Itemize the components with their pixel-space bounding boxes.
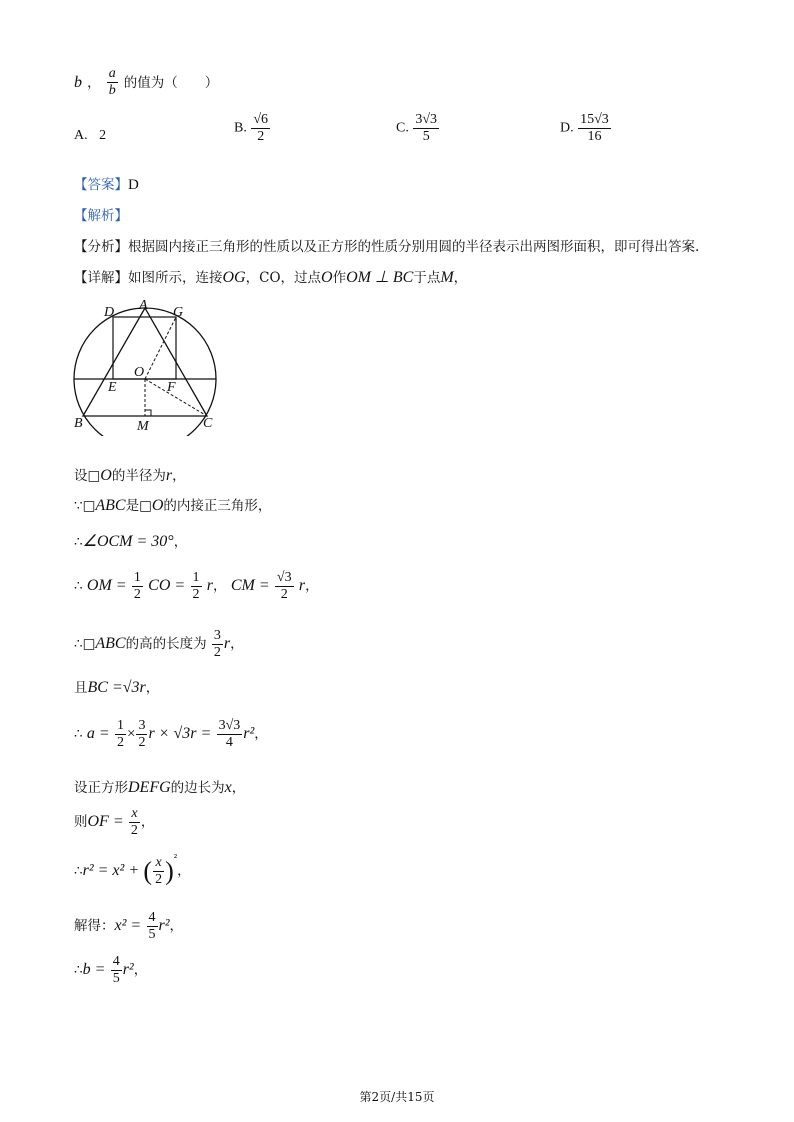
label-a: A xyxy=(139,298,148,313)
ratio-num: a xyxy=(108,66,116,81)
s5-frac-num: 3 xyxy=(213,628,221,643)
s7-d: × xyxy=(126,726,136,742)
s10-a: ∴ xyxy=(74,863,83,879)
s2-e: 的内接正三角形， xyxy=(163,498,272,514)
s11-frac-den: 5 xyxy=(148,927,156,942)
step-6 xyxy=(74,676,159,697)
right-angle-mark xyxy=(145,410,151,416)
question-line xyxy=(74,66,218,99)
s4-frac1-num: 1 xyxy=(133,570,141,585)
answer-tag: 【答案】 xyxy=(74,177,128,193)
s12-a: ∴ xyxy=(74,962,83,978)
label-m: M xyxy=(137,419,149,434)
s4-h: CM = xyxy=(230,577,270,594)
step-8 xyxy=(74,776,245,797)
s10-frac-num: x xyxy=(155,855,162,870)
s10-d: ² xyxy=(173,852,178,864)
s4-frac3-den: 2 xyxy=(280,587,288,602)
s9-frac-den: 2 xyxy=(130,823,138,838)
choice-b-frac xyxy=(251,112,270,145)
s2-b: ABC xyxy=(95,497,126,514)
choice-d-num: 15√3 xyxy=(580,112,609,127)
answer-value: D xyxy=(128,177,139,193)
s5-b: ABC xyxy=(95,635,126,652)
s7-h: r² xyxy=(243,725,255,742)
xiangjie-t2: ，CO，过点 xyxy=(245,270,322,286)
s4-b: OM = xyxy=(86,577,127,594)
choice-c-den: 5 xyxy=(422,129,430,144)
step-5 xyxy=(74,628,244,661)
s6-a: 且 xyxy=(74,680,88,696)
s4-frac2 xyxy=(191,570,202,603)
ratio-den: b xyxy=(108,83,116,98)
step-2 xyxy=(74,494,271,515)
s9-frac-num: x xyxy=(131,806,138,821)
s7-frac2 xyxy=(136,718,147,751)
s5-frac-den: 2 xyxy=(213,645,221,660)
choice-d-label: D. xyxy=(560,120,574,136)
circle-o xyxy=(74,308,216,436)
analysis-tag: 【解析】 xyxy=(74,208,128,224)
fenxi-text: 根据圆内接正三角形的性质以及正方形的性质分别用圆的半径表示出两图形面积，即可得出答案. xyxy=(128,239,700,255)
page-footer: 第2页/共15页 xyxy=(359,1090,435,1104)
s4-j: r xyxy=(298,577,306,594)
s11-e: ， xyxy=(169,918,184,934)
s1-a: 设 xyxy=(74,468,88,484)
geometry-figure xyxy=(70,296,230,436)
label-g: G xyxy=(173,305,184,320)
s5-c: 的高的长度为 xyxy=(125,636,207,652)
label-d: D xyxy=(104,305,115,320)
s9-b: OF = xyxy=(87,813,124,830)
choice-d xyxy=(560,112,612,145)
choice-d-frac xyxy=(578,112,611,145)
xiangjie-t3: 作 xyxy=(332,270,347,286)
xiangjie-om-bc: OM ⊥ BC xyxy=(346,269,414,286)
step-4 xyxy=(74,570,319,603)
s4-frac3 xyxy=(275,570,294,603)
s4-frac1-den: 2 xyxy=(133,587,141,602)
s7-f: r × √3r = xyxy=(148,725,212,742)
choice-a xyxy=(74,128,106,144)
s9-frac xyxy=(129,806,140,839)
xiangjie-m: M xyxy=(440,269,454,286)
xiangjie-og: OG xyxy=(222,269,246,286)
choice-b-num: √6 xyxy=(253,112,269,127)
s4-frac1 xyxy=(132,570,143,603)
s2-c: 是□ xyxy=(125,498,152,514)
s12-b: b = xyxy=(82,961,106,978)
s9-d: ， xyxy=(140,814,155,830)
ratio-fraction xyxy=(107,66,118,99)
xiangjie-o: O xyxy=(321,269,333,286)
s6-b: BC = xyxy=(87,679,123,696)
xiangjie-t4: 于点 xyxy=(413,270,441,286)
s7-b: a = xyxy=(86,725,110,742)
var-b: b xyxy=(74,74,82,91)
s7-frac1-den: 2 xyxy=(116,735,124,750)
s12-frac xyxy=(111,954,122,987)
answer-line xyxy=(74,173,139,194)
choice-a-value: 2 xyxy=(99,128,107,143)
s1-c: O xyxy=(100,467,112,484)
s4-frac3-num: √3 xyxy=(276,570,292,585)
step-9 xyxy=(74,806,154,839)
s7-i: ， xyxy=(254,726,268,742)
s10-e: ， xyxy=(177,863,191,879)
s3-b: ∠OCM = 30° xyxy=(82,533,174,550)
s6-d: ， xyxy=(145,680,160,696)
segment-oc xyxy=(145,379,207,416)
label-o: O xyxy=(134,365,145,380)
step-10 xyxy=(74,852,191,888)
s7-frac2-den: 2 xyxy=(138,735,146,750)
label-b: B xyxy=(74,416,83,431)
s7-frac1-num: 1 xyxy=(116,718,124,733)
s12-d: r² xyxy=(122,961,134,978)
s5-frac xyxy=(212,628,223,661)
s8-c: 的边长为 xyxy=(170,780,225,796)
paren-left-icon: ( xyxy=(143,856,153,886)
s8-a: 设正方形 xyxy=(74,780,128,796)
s5-e: r xyxy=(223,635,231,652)
xiangjie-tag: 【详解】 xyxy=(74,270,128,286)
fenxi-tag: 【分析】 xyxy=(74,239,128,255)
label-e: E xyxy=(108,380,117,395)
choice-d-den: 16 xyxy=(587,129,602,144)
s3-c: ， xyxy=(173,534,188,550)
s7-frac3-den: 4 xyxy=(225,735,233,750)
s7-a: ∴ xyxy=(74,726,83,742)
s1-d: 的半径为 xyxy=(111,468,166,484)
s9-a: 则 xyxy=(74,814,88,830)
choice-c-label: C. xyxy=(396,120,409,136)
s4-g: ， xyxy=(213,578,227,594)
comma: ， xyxy=(87,75,101,91)
s8-d: x xyxy=(224,779,232,796)
s7-frac2-num: 3 xyxy=(138,718,146,733)
s4-frac2-num: 1 xyxy=(192,570,200,585)
choice-c-num: 3√3 xyxy=(415,112,438,127)
s5-a: ∴□ xyxy=(74,636,96,652)
s7-frac3-num: 3√3 xyxy=(218,718,241,733)
s4-k: ， xyxy=(305,578,319,594)
s2-d: O xyxy=(151,497,164,514)
s4-frac2-den: 2 xyxy=(192,587,200,602)
s12-frac-den: 5 xyxy=(112,971,120,986)
s7-frac3 xyxy=(217,718,243,751)
choice-c-frac xyxy=(413,112,439,145)
s11-frac xyxy=(147,910,158,943)
s10-b: r² = x² + xyxy=(82,862,140,879)
step-11 xyxy=(74,910,183,943)
fenxi-line xyxy=(74,235,699,255)
step-1 xyxy=(74,464,186,485)
choice-c xyxy=(396,112,440,145)
s11-b: x² = xyxy=(114,917,142,934)
s10-frac-den: 2 xyxy=(155,872,163,887)
label-f: F xyxy=(167,380,176,395)
s8-e: ， xyxy=(231,780,246,796)
s2-a: ∵□ xyxy=(74,498,96,514)
s3-a: ∴ xyxy=(74,534,83,550)
paren-right-icon: ) xyxy=(165,856,174,886)
s4-f: r xyxy=(206,577,214,594)
xiangjie-t5: ， xyxy=(453,270,468,286)
s12-frac-num: 4 xyxy=(112,954,120,969)
s5-f: ， xyxy=(230,636,244,652)
s1-f: ， xyxy=(172,468,186,484)
s1-b: □ xyxy=(87,468,101,484)
choice-b-label: B. xyxy=(234,120,247,136)
s1-e: r xyxy=(165,467,173,484)
s11-a: 解得： xyxy=(74,918,115,934)
xiangjie-t1: 如图所示，连接 xyxy=(128,270,223,286)
s4-d: CO = xyxy=(148,577,186,594)
s12-e: ， xyxy=(133,962,148,978)
question-tail: 的值为（ ） xyxy=(123,75,219,91)
s8-b: DEFG xyxy=(128,779,171,796)
s11-frac-num: 4 xyxy=(148,910,156,925)
s10-frac xyxy=(153,855,164,888)
step-12 xyxy=(74,954,147,987)
s11-d: r² xyxy=(158,917,170,934)
choice-b-den: 2 xyxy=(257,129,265,144)
s4-a: ∴ xyxy=(74,578,83,594)
s7-frac1 xyxy=(115,718,126,751)
choice-a-label: A. xyxy=(74,128,88,143)
choice-b xyxy=(234,112,271,145)
segment-og xyxy=(145,317,176,379)
s6-c: √3r xyxy=(122,679,146,696)
xiangjie-line xyxy=(74,266,467,287)
label-c: C xyxy=(203,416,213,431)
step-3 xyxy=(74,530,187,551)
step-7 xyxy=(74,718,268,751)
